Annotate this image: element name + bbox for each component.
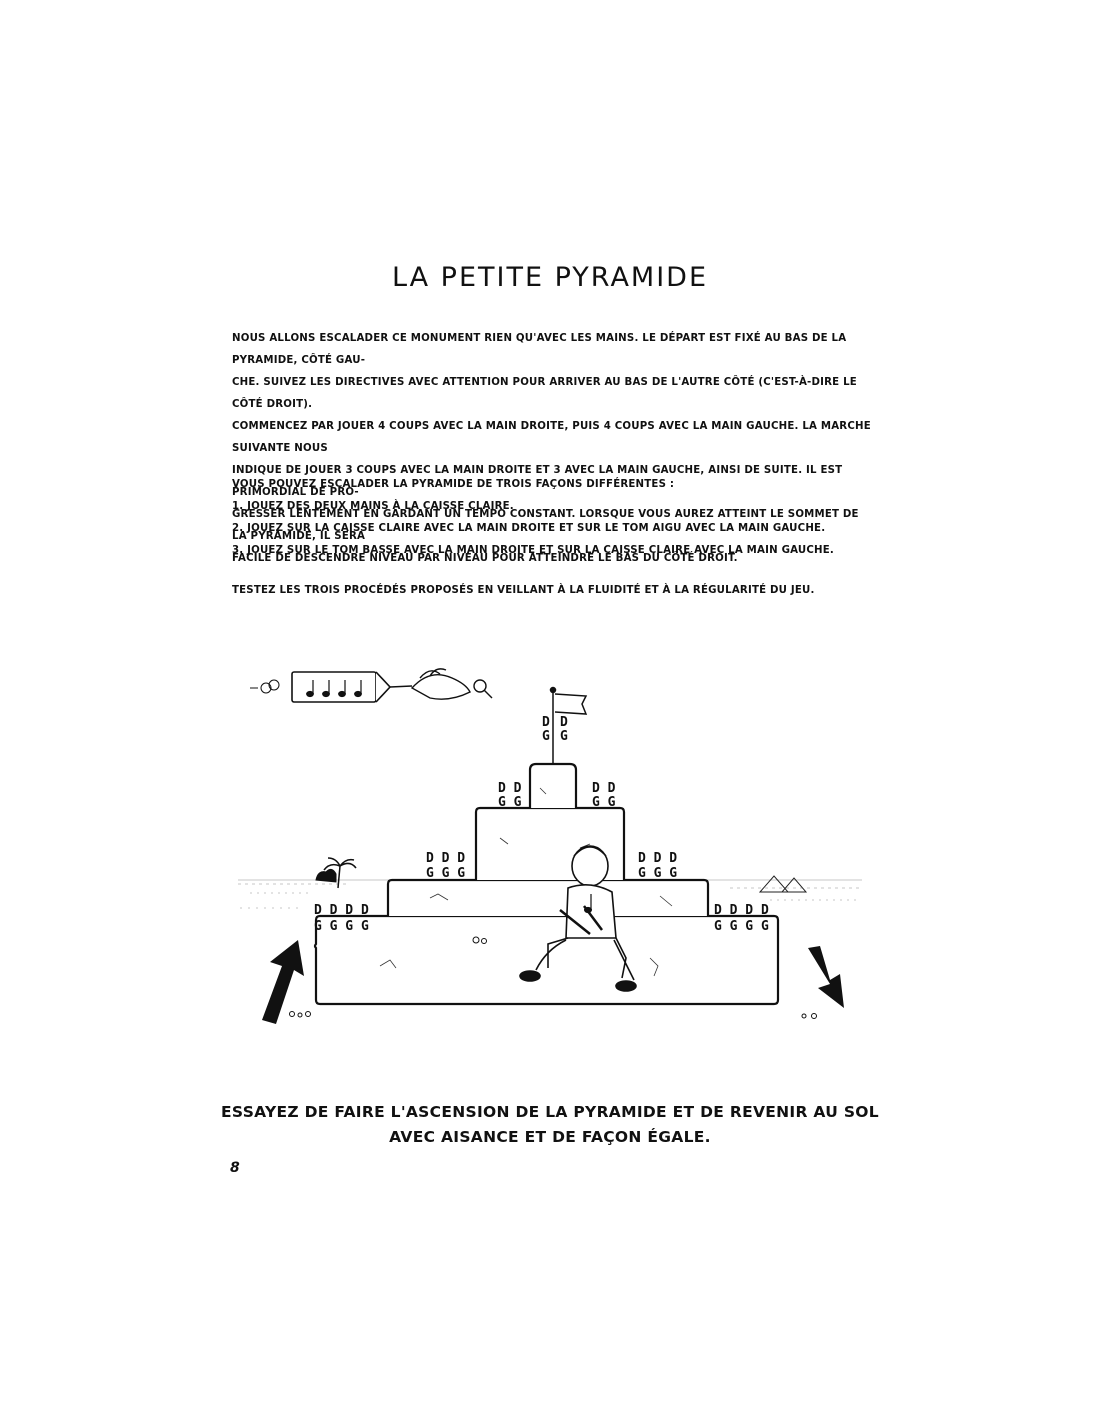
label-level3-right-g: G G bbox=[592, 795, 616, 810]
pyramid-level-4 bbox=[530, 764, 576, 808]
label-level3-left-g: G G bbox=[498, 795, 522, 810]
label-level2-right-g: G G G bbox=[638, 866, 678, 881]
page-number: 8 bbox=[230, 1160, 240, 1176]
intro-line: COMMENCEZ PAR JOUER 4 COUPS AVEC LA MAIN DROITE, PUIS 4 COUPS AVEC LA MAIN GAUCHE. LA MARCHE SUIVANTE NOUS bbox=[232, 421, 871, 454]
distant-pyramids-icon bbox=[760, 876, 806, 892]
label-level4-left-d: D bbox=[542, 715, 550, 730]
down-arrow-icon bbox=[808, 946, 844, 1008]
test-instruction bbox=[232, 580, 872, 602]
bird-icon bbox=[390, 669, 492, 699]
intro-line: CHE. SUIVEZ LES DIRECTIVES AVEC ATTENTION POUR ARRIVER AU BAS DE L'AUTRE CÔTÉ (C'EST-À-DIRE LE CÔTÉ DROIT). bbox=[232, 377, 857, 410]
label-level1-right-d: D D D D bbox=[714, 903, 769, 918]
label-level2-left-g: G G G bbox=[426, 866, 466, 881]
pyramid-illustration bbox=[230, 648, 870, 1028]
intro-line: NOUS ALLONS ESCALADER CE MONUMENT RIEN QU'AVEC LES MAINS. LE DÉPART EST FIXÉ AU BAS DE LA PYRAMIDE, CÔTÉ GAU- bbox=[232, 333, 847, 366]
closing-caption bbox=[0, 1100, 1100, 1150]
pyramid-level-1 bbox=[315, 916, 778, 1004]
label-level1-right-g: G G G G bbox=[714, 919, 769, 934]
intro-line: INDIQUE DE JOUER 3 COUPS AVEC LA MAIN DROITE ET 3 AVEC LA MAIN GAUCHE, AINSI DE SUITE. IL EST PRIMORDIAL DE PRO- bbox=[232, 465, 843, 498]
intro-line: FACILE DE DESCENDRE NIVEAU PAR NIVEAU POUR ATTEINDRE LE BAS DU CÔTÉ DROIT. bbox=[232, 553, 738, 564]
caption-line: AVEC AISANCE ET DE FAÇON ÉGALE. bbox=[389, 1128, 711, 1146]
label-level2-right-d: D D D bbox=[638, 851, 678, 866]
pyramid-level-2 bbox=[388, 880, 708, 916]
label-level1-left-d: D D D D bbox=[314, 903, 369, 918]
camel-palm-icon bbox=[316, 858, 356, 888]
label-level3-left-d: D D bbox=[498, 781, 522, 796]
cloud-puff-icon bbox=[250, 680, 279, 693]
caption-line: ESSAYEZ DE FAIRE L'ASCENSION DE LA PYRAMIDE ET DE REVENIR AU SOL bbox=[221, 1103, 879, 1121]
label-level4-right-d: D bbox=[560, 715, 568, 730]
page-title: LA PETITE PYRAMIDE bbox=[391, 262, 709, 293]
bird-banner bbox=[250, 669, 492, 702]
test-line: TESTEZ LES TROIS PROCÉDÉS PROPOSÉS EN VEILLANT À LA FLUIDITÉ ET À LA RÉGULARITÉ DU JEU. bbox=[232, 585, 815, 596]
rhythm-banner bbox=[292, 672, 376, 702]
way-item: 3. JOUEZ SUR LE TOM BASSE AVEC LA MAIN DROITE ET SUR LA CAISSE CLAIRE AVEC LA MAIN GAUCHE. bbox=[232, 545, 835, 556]
flag-icon bbox=[551, 688, 587, 765]
ways-intro: VOUS POUVEZ ESCALADER LA PYRAMIDE DE TROIS FAÇONS DIFFÉRENTES : bbox=[232, 479, 675, 490]
label-level4-right-g: G bbox=[560, 729, 568, 744]
label-level1-left-g: G G G G bbox=[314, 919, 369, 934]
label-level3-right-d: D D bbox=[592, 781, 616, 796]
intro-line: GRESSER LENTEMENT EN GARDANT UN TEMPO CONSTANT. LORSQUE VOUS AUREZ ATTEINT LE SOMMET DE LA PYRAMIDE, IL SERA bbox=[232, 509, 859, 542]
ways-list bbox=[232, 474, 872, 562]
label-level2-left-d: D D D bbox=[426, 851, 466, 866]
up-arrow-icon bbox=[262, 940, 304, 1024]
way-item: 1. JOUEZ DES DEUX MAINS À LA CAISSE CLAIRE. bbox=[232, 501, 514, 512]
label-level4-left-g: G bbox=[542, 729, 550, 744]
pyramid bbox=[315, 764, 778, 1004]
way-item: 2. JOUEZ SUR LA CAISSE CLAIRE AVEC LA MAIN DROITE ET SUR LE TOM AIGU AVEC LA MAIN GAUCHE. bbox=[232, 523, 826, 534]
